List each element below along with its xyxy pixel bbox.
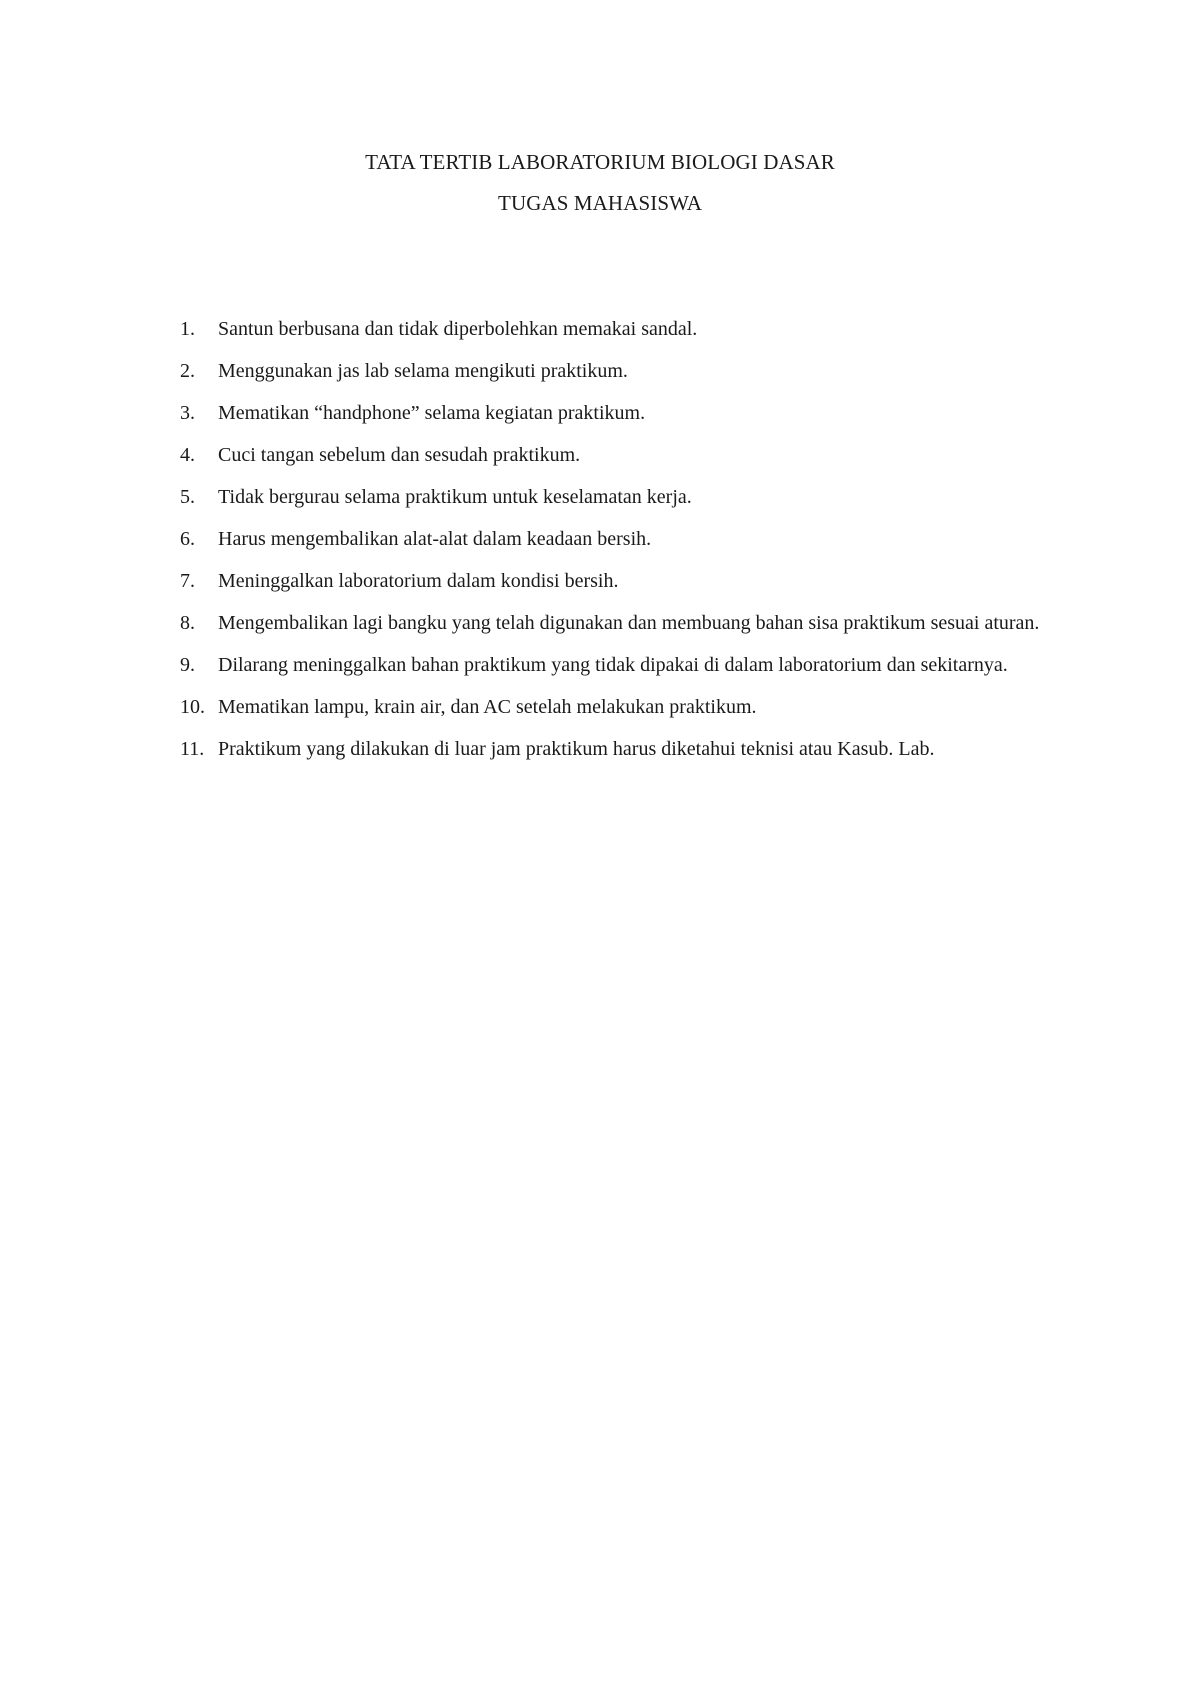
rule-text: Praktikum yang dilakukan di luar jam praktikum harus diketahui teknisi atau Kasub. Lab.	[218, 738, 935, 760]
rule-number: 10.	[180, 696, 205, 718]
rule-number: 3.	[180, 402, 195, 424]
rule-text: Menggunakan jas lab selama mengikuti praktikum.	[218, 360, 628, 382]
rule-text: Mematikan “handphone” selama kegiatan praktikum.	[218, 402, 646, 424]
rule-number: 7.	[180, 570, 195, 592]
title-block	[0, 142, 1200, 224]
rule-number: 8.	[180, 612, 195, 634]
rule-number: 9.	[180, 654, 195, 676]
rule-text: Harus mengembalikan alat-alat dalam keadaan bersih.	[218, 528, 652, 550]
rule-text: Mengembalikan lagi bangku yang telah digunakan dan membuang bahan sisa praktikum sesuai aturan.	[218, 612, 1040, 634]
rule-text: Santun berbusana dan tidak diperbolehkan memakai sandal.	[218, 318, 698, 340]
rule-item	[180, 686, 1055, 728]
document-subtitle: TUGAS MAHASISWA	[498, 191, 702, 215]
rule-item	[180, 476, 1055, 518]
rule-number: 5.	[180, 486, 195, 508]
rule-item	[180, 728, 1055, 770]
rules-list	[180, 308, 1055, 770]
rule-item	[180, 392, 1055, 434]
rule-number: 2.	[180, 360, 195, 382]
document-title: TATA TERTIB LABORATORIUM BIOLOGI DASAR	[365, 150, 835, 174]
rule-text: Meninggalkan laboratorium dalam kondisi bersih.	[218, 570, 619, 592]
rule-item	[180, 602, 1055, 644]
rule-item	[180, 644, 1055, 686]
rule-item	[180, 560, 1055, 602]
rule-item	[180, 434, 1055, 476]
rule-number: 1.	[180, 318, 195, 340]
rule-item	[180, 308, 1055, 350]
rule-text: Cuci tangan sebelum dan sesudah praktikum.	[218, 444, 581, 466]
rule-number: 11.	[180, 738, 205, 760]
rule-text: Dilarang meninggalkan bahan praktikum yang tidak dipakai di dalam laboratorium dan sekitarnya.	[218, 654, 1008, 676]
rule-item	[180, 518, 1055, 560]
rule-number: 6.	[180, 528, 195, 550]
rule-number: 4.	[180, 444, 195, 466]
rule-text: Tidak bergurau selama praktikum untuk keselamatan kerja.	[218, 486, 692, 508]
rule-item	[180, 350, 1055, 392]
rule-text: Mematikan lampu, krain air, dan AC setelah melakukan praktikum.	[218, 696, 757, 718]
